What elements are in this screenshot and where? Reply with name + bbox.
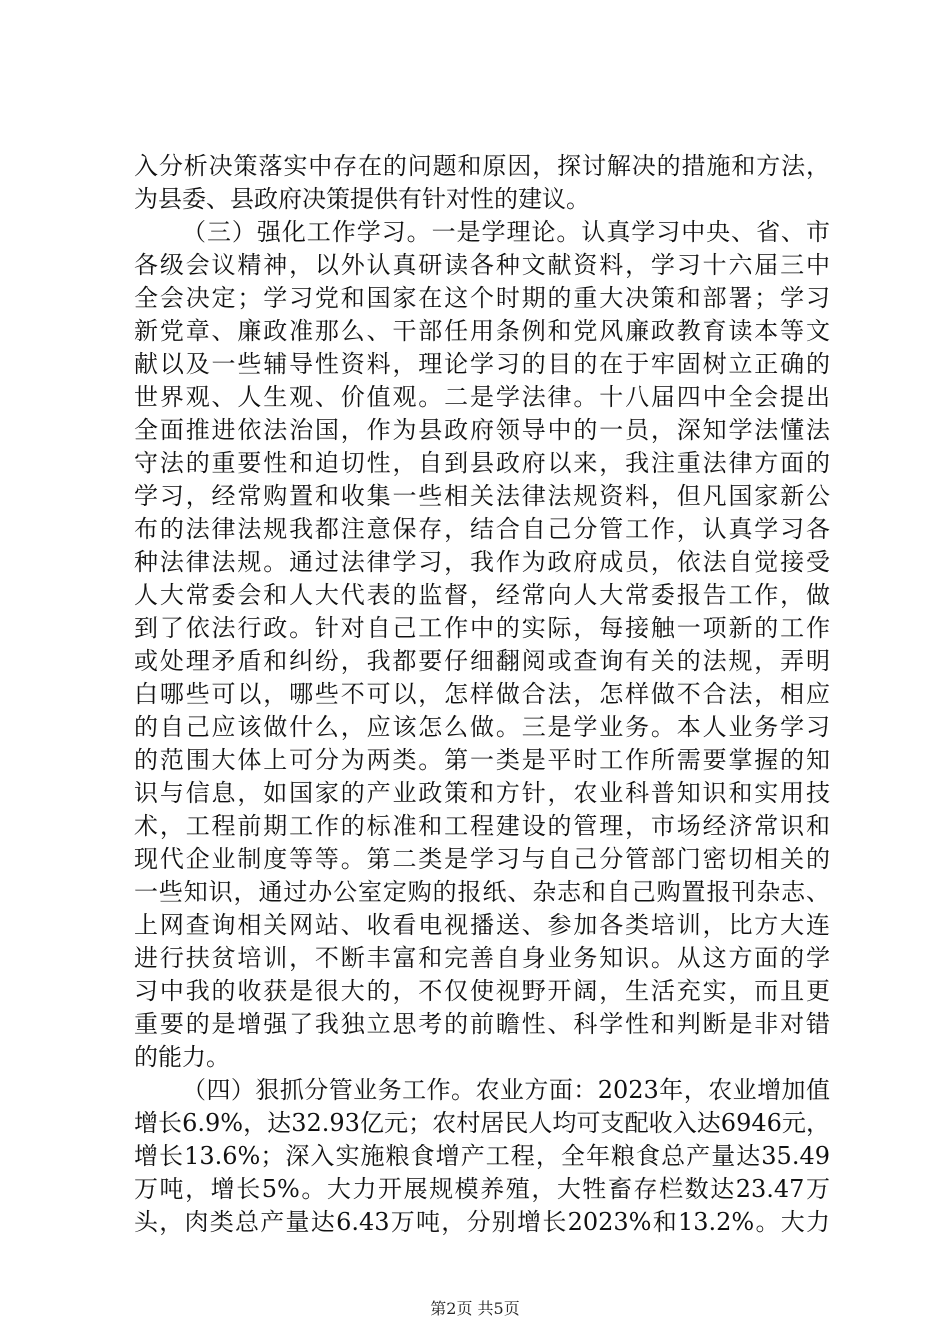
text-line: 增长13.6%；深入实施粮食增产工程，全年粮食总产量达35.49 [134, 1142, 830, 1170]
text-line: 为县委、县政府决策提供有针对性的建议。 [134, 185, 590, 213]
text-line: 种法律法规。通过法律学习，我作为政府成员，依法自觉接受 [134, 548, 830, 576]
text-line: 的能力。 [134, 1043, 230, 1071]
text-line: 世界观、人生观、价值观。二是学法律。十八届四中全会提出 [134, 383, 830, 411]
text-line: 进行扶贫培训，不断丰富和完善自身业务知识。从这方面的学 [134, 944, 830, 972]
text-line: 重要的是增强了我独立思考的前瞻性、科学性和判断是非对错 [134, 1010, 830, 1038]
text-line: 识与信息，如国家的产业政策和方针，农业科普知识和实用技 [134, 779, 830, 807]
text-line: 白哪些可以，哪些不可以，怎样做合法，怎样做不合法，相应 [134, 680, 830, 708]
text-line: 术，工程前期工作的标准和工程建设的管理，市场经济常识和 [134, 812, 830, 840]
text-line: 万吨，增长5%。大力开展规模养殖，大牲畜存栏数达23.47万 [134, 1175, 830, 1203]
text-line: 献以及一些辅导性资料，理论学习的目的在于牢固树立正确的 [134, 350, 830, 378]
text-line: 入分析决策落实中存在的问题和原因，探讨解决的措施和方法， [134, 152, 830, 180]
text-line: 全面推进依法治国，作为县政府领导中的一员，深知学法懂法 [134, 416, 830, 444]
text-line: 全会决定；学习党和国家在这个时期的重大决策和部署；学习 [134, 284, 830, 312]
text-line: （三）强化工作学习。一是学理论。认真学习中央、省、市 [182, 218, 830, 246]
text-line: 人大常委会和人大代表的监督，经常向人大常委报告工作，做 [134, 581, 830, 609]
text-line: 一些知识，通过办公室定购的报纸、杂志和自己购置报刊杂志、 [134, 878, 830, 906]
text-line: 现代企业制度等等。第二类是学习与自己分管部门密切相关的 [134, 845, 830, 873]
text-line: 布的法律法规我都注意保存，结合自己分管工作，认真学习各 [134, 515, 830, 543]
text-line: 或处理矛盾和纠纷，我都要仔细翻阅或查询有关的法规，弄明 [134, 647, 830, 675]
text-line: 到了依法行政。针对自己工作中的实际，每接触一项新的工作 [134, 614, 830, 642]
text-line: 习中我的收获是很大的，不仅使视野开阔，生活充实，而且更 [134, 977, 830, 1005]
text-line: 守法的重要性和迫切性，自到县政府以来，我注重法律方面的 [134, 449, 830, 477]
text-line: 的自己应该做什么，应该怎么做。三是学业务。本人业务学习 [134, 713, 830, 741]
text-line: 上网查询相关网站、收看电视播送、参加各类培训，比方大连 [134, 911, 830, 939]
document-body [134, 150, 830, 1239]
text-line: 新党章、廉政准那么、干部任用条例和党风廉政教育读本等文 [134, 317, 830, 345]
text-line: 的范围大体上可分为两类。第一类是平时工作所需要掌握的知 [134, 746, 830, 774]
text-line: 增长6.9%，达32.93亿元；农村居民人均可支配收入达6946元， [134, 1109, 830, 1137]
text-line: 头，肉类总产量达6.43万吨，分别增长2023%和13.2%。大力 [134, 1208, 830, 1236]
text-line: 各级会议精神，以外认真研读各种文献资料，学习十六届三中 [134, 251, 830, 279]
text-line: 学习，经常购置和收集一些相关法律法规资料，但凡国家新公 [134, 482, 830, 510]
text-line: （四）狠抓分管业务工作。农业方面：2023年，农业增加值 [182, 1076, 830, 1104]
page-number-footer: 第2页 共5页 [430, 1299, 520, 1318]
